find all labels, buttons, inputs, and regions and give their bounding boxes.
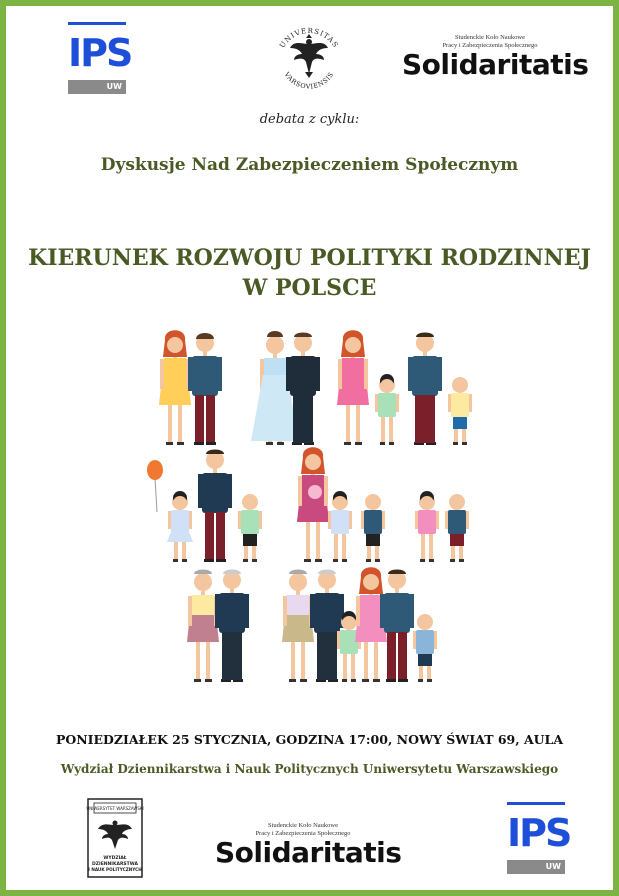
series-name: Dyskusje Nad Zabezpieczeniem Społecznym bbox=[100, 155, 519, 175]
ips-logo-sub: UW bbox=[106, 82, 122, 91]
solidaritatis-small-line2: Pracy i Zabezpieczenia Społecznego bbox=[442, 42, 538, 49]
grandfather bbox=[215, 570, 249, 683]
boy-blue bbox=[361, 494, 385, 562]
man-dad bbox=[408, 333, 442, 446]
balloon bbox=[147, 460, 163, 512]
debate-title: KIERUNEK ROZWOJU POLITYKI RODZINNEJ W POLSCE bbox=[28, 245, 591, 301]
wdinp-logo bbox=[86, 797, 144, 879]
ips-logo-bottom-letters: IPS bbox=[507, 802, 565, 858]
girl-pink bbox=[415, 491, 439, 562]
uw-eagle-logo bbox=[272, 18, 346, 96]
solidaritatis-small-line1: Studenckie Koło Naukowe bbox=[454, 34, 526, 41]
woman-yellow-dress bbox=[159, 330, 191, 445]
grandmother-2 bbox=[282, 569, 314, 682]
girl-lightblue bbox=[328, 491, 352, 562]
ips-logo-top bbox=[68, 22, 132, 98]
ips-logo-bottom-sub: UW bbox=[545, 862, 561, 871]
solidaritatis-bottom-small-line2: Pracy i Zabezpieczenia Społecznego bbox=[255, 830, 351, 837]
man-dark-shirt bbox=[198, 450, 232, 563]
faculty-name: Wydział Dziennikarstwa i Nauk Politycznych Uniwersytetu Warszawskiego bbox=[60, 762, 559, 776]
solidaritatis-name: Solidaritatis bbox=[402, 48, 589, 81]
solidaritatis-bottom-name: Solidaritatis bbox=[215, 836, 402, 869]
girl-white bbox=[167, 491, 193, 562]
event-details: PONIEDZIAŁEK 25 STYCZNIA, GODZINA 17:00, NOWY ŚWIAT 69, AULA bbox=[55, 732, 564, 747]
boy-navy bbox=[445, 494, 469, 562]
cycle-label: debata z cyklu: bbox=[259, 112, 360, 127]
wdinp-top-text: UNIWERSYTET WARSZAWSKI bbox=[86, 806, 144, 811]
father-blue bbox=[380, 570, 414, 683]
wdinp-line1: WYDZIAŁ bbox=[103, 856, 127, 861]
solidaritatis-logo-top bbox=[402, 34, 589, 81]
boy-lightblue bbox=[413, 614, 437, 682]
uw-logo-top-text: UNIVERSITAS bbox=[278, 26, 340, 50]
boy-green bbox=[238, 494, 262, 562]
ips-logo-bottom bbox=[507, 802, 571, 878]
uw-logo-bottom-text: VARSOVIENSIS bbox=[282, 70, 336, 91]
solidaritatis-bottom-small-line1: Studenckie Koło Naukowe bbox=[267, 822, 339, 829]
girl-green bbox=[375, 374, 399, 445]
grandmother bbox=[187, 569, 219, 682]
families-illustration bbox=[135, 330, 485, 685]
man-blue-shirt bbox=[188, 333, 222, 445]
boy-yellow bbox=[448, 377, 472, 445]
grandfather-2 bbox=[310, 570, 344, 683]
woman-pink-dress bbox=[337, 330, 369, 445]
solidaritatis-logo-bottom bbox=[215, 822, 402, 869]
wdinp-line2: DZIENNIKARSTWA bbox=[92, 862, 138, 867]
ips-logo-letters: IPS bbox=[68, 22, 126, 78]
mother-with-baby bbox=[297, 447, 329, 562]
wdinp-line3: I NAUK POLITYCZNYCH bbox=[88, 867, 142, 872]
